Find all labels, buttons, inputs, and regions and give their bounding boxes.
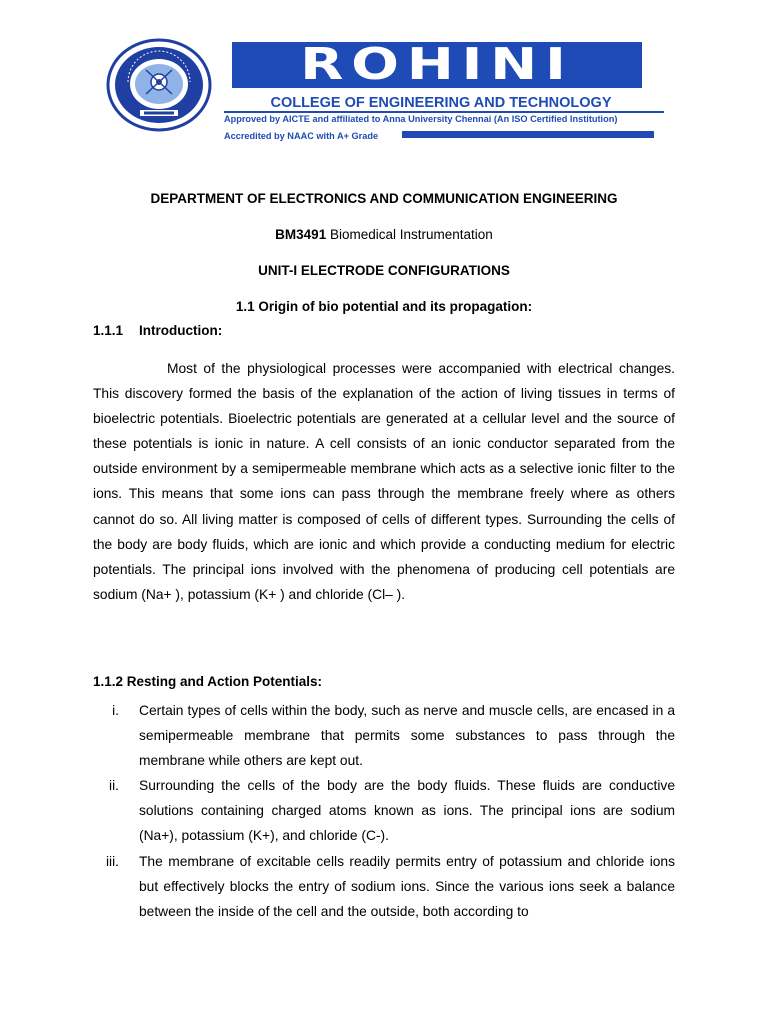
- accreditation-text: Accredited by NAAC with A+ Grade: [224, 131, 379, 141]
- accreditation-row: [224, 128, 664, 144]
- introduction-heading: [93, 323, 222, 338]
- introduction-paragraph: Most of the physiological processes were accompanied with electrical changes. This discovery formed the basis of the explanation of the action of living tissues in terms of bioelectric potentials. Bioelectric potentials are generated at a cellular level and the source of these potentials is ionic in nature. A cell consists of an ionic conductor separated from the outside environment by a semipermeable membrane which acts as a selective ionic filter to the ions. This means that some ions can pass through the membrane freely where as others cannot do so. All living matter is composed of cells of different types. Surrounding the cells of the body are body fluids, which are ionic and which provide a conducting medium for electric potentials. The principal ions involved with the phenomena of producing cell potentials are sodium (Na+ ), potassium (K+ ) and chloride (Cl– ).: [93, 361, 675, 602]
- list-item-text: Surrounding the cells of the body are the body fluids. These fluids are conductive solutions containing charged atoms known as ions. The principal ions are sodium (Na+), potassium (K+), and chloride (C-).: [139, 778, 675, 844]
- resting-action-list: [93, 698, 675, 924]
- list-item: [93, 698, 675, 773]
- course-title: Biomedical Instrumentation: [329, 227, 493, 242]
- unit-heading: UNIT-I ELECTRODE CONFIGURATIONS: [258, 263, 510, 278]
- list-item-text: The membrane of excitable cells readily permits entry of potassium and chloride ions but effectively blocks the entry of sodium ions. Since the various ions seek a balance between the inside of the cell and the outside, both according to: [139, 853, 675, 919]
- list-marker: i.: [112, 703, 119, 718]
- course-heading: [60, 227, 708, 242]
- list-item: [93, 849, 675, 924]
- introduction-title: Introduction:: [139, 323, 223, 338]
- list-item-text: Certain types of cells within the body, such as nerve and muscle cells, are encased in a semipermeable membrane that permits some substances to pass through the membrane while others are kept out.: [139, 703, 675, 769]
- section-heading: 1.1 Origin of bio potential and its propagation:: [235, 299, 533, 314]
- list-marker: iii.: [105, 853, 119, 869]
- list-marker: ii.: [109, 778, 119, 794]
- list-item: [93, 773, 675, 848]
- brand-name: ROHINI: [300, 42, 574, 88]
- header-divider: [224, 111, 664, 113]
- approval-line: Approved by AICTE and affiliated to Anna University Chennai (An ISO Certified Institution): [224, 114, 618, 124]
- college-seal-logo: [106, 38, 212, 132]
- resting-action-heading: 1.1.2 Resting and Action Potentials:: [93, 674, 323, 689]
- accreditation-bar: [402, 131, 654, 138]
- brand-banner: [232, 42, 642, 88]
- introduction-number: 1.1.1: [93, 323, 124, 338]
- department-heading: DEPARTMENT OF ELECTRONICS AND COMMUNICATION ENGINEERING: [150, 191, 618, 206]
- course-code: BM3491: [275, 227, 327, 242]
- college-name: COLLEGE OF ENGINEERING AND TECHNOLOGY: [270, 95, 612, 111]
